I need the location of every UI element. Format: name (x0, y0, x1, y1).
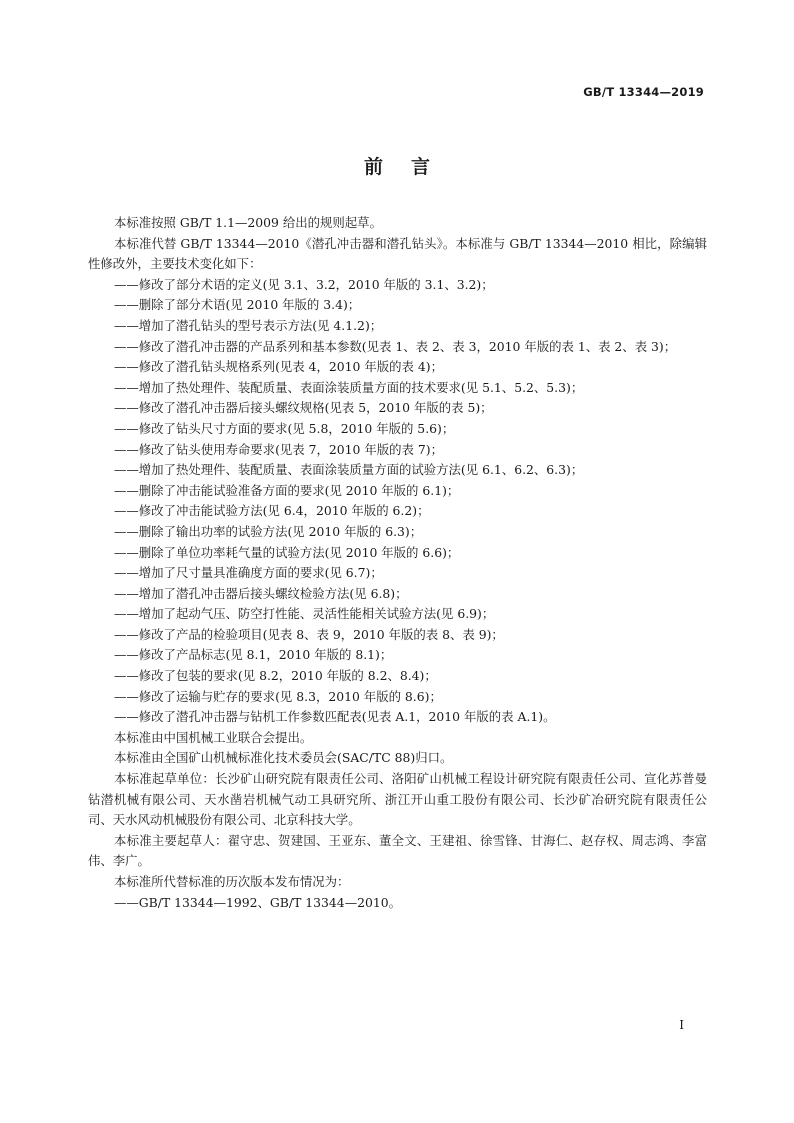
page-title: 前言 (363, 156, 458, 178)
standard-code: GB/T 13344—2019 (583, 85, 704, 99)
change-item: ——修改了包装的要求(见 8.2，2010 年版的 8.2、8.4)； (114, 668, 437, 684)
change-item: ——修改了潜孔冲击器与钻机工作参数匹配表(见表 A.1，2010 年版的表 A.1)。 (114, 709, 556, 725)
page-number: Ⅰ (679, 1018, 684, 1032)
change-item: ——增加了潜孔钻头的型号表示方法(见 4.1.2)； (114, 317, 383, 333)
paragraph: 本标准所代替标准的历次版本发布情况为： (114, 874, 350, 889)
history-item: ——GB/T 13344—1992、GB/T 13344—2010。 (114, 894, 402, 910)
paragraph: 本标准按照 GB/T 1.1—2009 给出的规则起草。 (114, 215, 382, 230)
paragraph: 本标准由中国机械工业联合会提出。 (114, 729, 313, 745)
change-item: ——增加了尺寸量具准确度方面的要求(见 6.7)； (114, 565, 383, 581)
change-item: ——修改了潜孔冲击器后接头螺纹规格(见表 5，2010 年版的表 5)； (114, 400, 493, 416)
change-item: ——修改了潜孔冲击器的产品系列和基本参数(见表 1、表 2、表 3，2010 年版的表 1、表 2、表 3)； (114, 338, 677, 354)
change-item: ——修改了产品的检验项目(见表 8、表 9，2010 年版的表 8、表 9)； (114, 626, 504, 642)
change-item: ——增加了热处理件、装配质量、表面涂装质量方面的试验方法(见 6.1、6.2、6.3)； (114, 462, 584, 478)
change-item: ——删除了部分术语(见 2010 年版的 3.4)； (114, 297, 361, 313)
drafters: 本标准主要起草人：翟守忠、贺建国、王亚东、董全文、王建祖、徐雪锋、甘海仁、赵存权、周志鸿、李富伟、李广。 (88, 832, 707, 869)
change-item: ——修改了钻头尺寸方面的要求(见 5.8，2010 年版的 5.6)； (114, 420, 455, 436)
change-item: ——增加了起动气压、防空打性能、灵活性能相关试验方法(见 6.9)； (114, 606, 495, 622)
change-item: ——删除了单位功率耗气量的试验方法(见 2010 年版的 6.6)； (114, 544, 460, 560)
change-item: ——增加了潜孔冲击器后接头螺纹检验方法(见 6.8)； (114, 585, 408, 601)
change-item: ——修改了冲击能试验方法(见 6.4，2010 年版的 6.2)； (114, 503, 430, 519)
change-item: ——修改了部分术语的定义(见 3.1、3.2，2010 年版的 3.1、3.2)； (114, 276, 494, 292)
change-item: ——修改了潜孔钻头规格系列(见表 4，2010 年版的表 4)； (114, 359, 443, 375)
change-item: ——修改了钻头使用寿命要求(见表 7，2010 年版的表 7)； (114, 441, 443, 457)
foreword-body (88, 213, 707, 913)
paragraph: 本标准代替 GB/T 13344—2010《潜孔冲击器和潜孔钻头》。本标准与 GB/T 13344—2010 相比，除编辑性修改外，主要技术变化如下： (88, 235, 707, 272)
change-item: ——增加了热处理件、装配质量、表面涂装质量方面的技术要求(见 5.1、5.2、5.3)； (114, 379, 584, 395)
change-item: ——修改了产品标志(见 8.1，2010 年版的 8.1)； (114, 647, 393, 663)
change-item: ——删除了输出功率的试验方法(见 2010 年版的 6.3)； (114, 523, 423, 539)
change-item: ——修改了运输与贮存的要求(见 8.3，2010 年版的 8.6)； (114, 688, 442, 704)
change-item: ——删除了冲击能试验准备方面的要求(见 2010 年版的 6.1)； (114, 482, 460, 498)
drafting-units: 本标准起草单位：长沙矿山研究院有限责任公司、洛阳矿山机械工程设计研究院有限责任公司、宣化苏普曼钻潜机械有限公司、天水凿岩机械气动工具研究所、浙江开山重工股份有限公司、长沙矿冶研究院有限责任公司、天水风动机械股份有限公司、北京科技大学。 (88, 771, 707, 828)
paragraph: 本标准由全国矿山机械标准化技术委员会(SAC/TC 88)归口。 (114, 750, 453, 766)
